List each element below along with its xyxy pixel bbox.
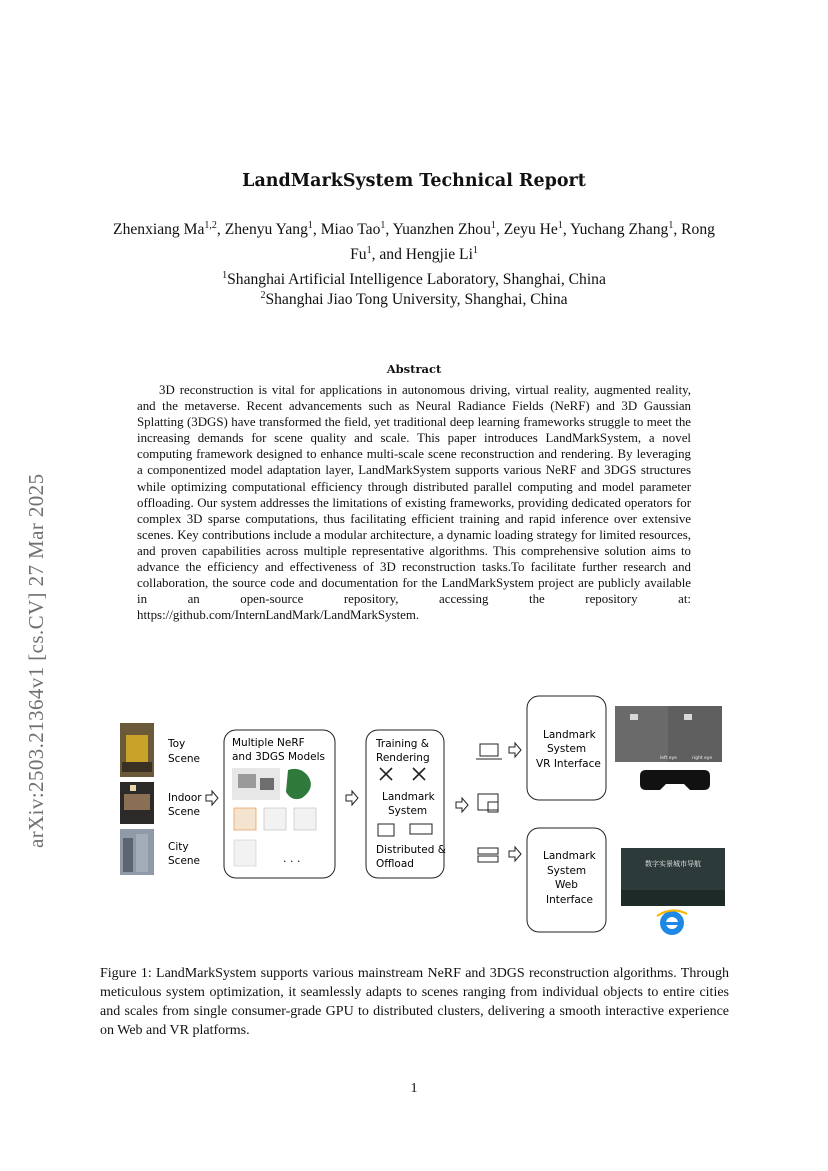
models-box-line1: Multiple NeRF [232,737,305,749]
vr-headset-icon [640,770,710,790]
author-separator: , and [371,246,406,264]
page-number: 1 [410,1081,418,1096]
author-affiliation-sup: 1 [557,220,563,231]
system-distributed-line2: Offload [376,858,414,870]
web-box-line2: System [547,865,587,877]
web-screenshot [621,848,725,906]
affiliation-1-text: Shanghai Artificial Intelligence Laboratory, Shanghai, China [227,271,606,289]
arrow-scenes-to-models [206,791,218,805]
author-separator: , [562,221,571,239]
author-list [110,215,718,265]
vr-left-eye-label: left eye [660,756,677,761]
server-icon [478,848,498,862]
affiliation-2-text: Shanghai Jiao Tong University, Shanghai, China [265,291,568,309]
author-name: Miao Tao [320,221,381,239]
scene-label-city-2: Scene [168,855,201,867]
affiliation-1 [0,270,828,289]
vr-screenshot [615,706,722,762]
affiliation-1-sup: 1 [222,270,228,281]
training-icons [380,768,425,780]
arrow-models-to-system [346,791,358,805]
author-separator: , [495,221,504,239]
indoor-scene-photo [120,782,154,824]
arxiv-sidebar-id: arXiv:2503.21364v1 [cs.CV] 27 Mar 2025 [24,473,48,848]
author-affiliation-sup: 1 [490,220,496,231]
vr-right-eye-label: right eye [692,756,713,761]
vr-box-line2: System [547,743,587,755]
arrow-to-laptop [456,798,468,812]
author-separator: , [312,221,321,239]
system-landmark-line2: System [388,805,428,817]
abstract-heading: Abstract [386,362,442,376]
abstract-body: 3D reconstruction is vital for applications in autonomous driving, virtual reality, augmented reality, and the metaverse. Recent advancements such as Neural Radiance Fields (NeRF) and 3D Gaussian Splatting (3DGS) have transformed the field, yet traditional deep learning frameworks struggle to meet the increasing demands for scene quality and scale. This paper introduces LandMarkSystem, a novel computing framework designed to enhance multi-scale scene reconstruction and rendering. By leveraging a componentized model adaptation layer, LandMarkSystem supports various NeRF and 3DGS structures while optimizing computational efficiency through distributed parallel computing and model parameter offloading. Our system addresses the limitations of existing frameworks, providing dedicated operators for complex 3D sparse computations, thus facilitating efficient training and rapid inference over extensive scenes. Key contributions include a modular architecture, a dynamic loading strategy for limited resources, and proven capabilities across multiple representative algorithms. This comprehensive solution aims to advance the efficiency and effectiveness of 3D reconstruction tasks.To facilitate further research and collaboration, the source code and documentation for the LandMarkSystem project are publicly available in an open-source repository, accessing the repository at: https://github.com/InternLandMark/LandMarkSystem. [137,383,691,623]
author-name: Yuanzhen Zhou [392,221,491,239]
affiliation-2-sup: 2 [260,290,266,301]
toy-scene-photo [120,723,154,777]
model-thumbnails [232,768,316,866]
models-box-line2: and 3DGS Models [232,751,325,763]
author-affiliation-sup: 1 [307,220,313,231]
author-affiliation-sup: 1,2 [204,220,217,231]
laptop-icon [476,744,502,759]
scene-label-city-1: City [168,841,189,853]
author-name: Zhenxiang Ma [113,221,205,239]
arrow-to-web [509,847,521,861]
scene-label-indoor-1: Indoor [168,792,202,804]
arrow-to-vr [509,743,521,757]
system-training-line2: Rendering [376,752,430,764]
web-screenshot-title: 数字实景城市导航 [645,860,701,868]
models-box-ellipsis: . . . [283,852,301,865]
desktop-icon [478,794,498,812]
author-name: Hengjie Li [405,246,473,264]
scene-label-toy-2: Scene [168,753,201,765]
author-name: Rong Fu [350,221,715,264]
system-overview-diagram [100,690,736,950]
affiliation-2 [0,290,828,309]
author-name: Zeyu He [503,221,558,239]
scene-label-indoor-2: Scene [168,806,201,818]
figure-caption: Figure 1: LandMarkSystem supports various mainstream NeRF and 3DGS reconstruction algorithms. Through meticulous system optimization, it seamlessly adapts to scenes ranging from individual objects to entire cities and scales from single consumer-grade GPU to distributed clusters, delivering a smooth interactive experience on Web and VR platforms. [100,966,729,1038]
author-affiliation-sup: 1 [668,220,674,231]
vr-box-line1: Landmark [543,729,596,741]
city-scene-photo [120,829,154,875]
author-separator: , [673,221,682,239]
system-distributed-line1: Distributed & [376,844,446,856]
system-training-line1: Training & [376,738,429,750]
author-separator: , [216,221,225,239]
author-affiliation-sup: 1 [366,245,372,257]
web-box-line3: Web [555,879,578,891]
author-affiliation-sup: 1 [380,220,386,231]
author-separator: , [385,221,393,239]
internet-explorer-icon [657,910,687,935]
author-name: Zhenyu Yang [224,221,308,239]
system-landmark-line1: Landmark [382,791,435,803]
author-name: Yuchang Zhang [570,221,669,239]
web-box-line1: Landmark [543,850,596,862]
scene-label-toy-1: Toy [168,738,186,750]
hardware-icons [378,824,432,836]
vr-box-line3: VR Interface [536,758,601,770]
web-box-line4: Interface [546,894,594,906]
figure-1 [100,690,736,950]
paper-title: LandMarkSystem Technical Report [242,171,586,191]
author-affiliation-sup: 1 [472,245,478,257]
